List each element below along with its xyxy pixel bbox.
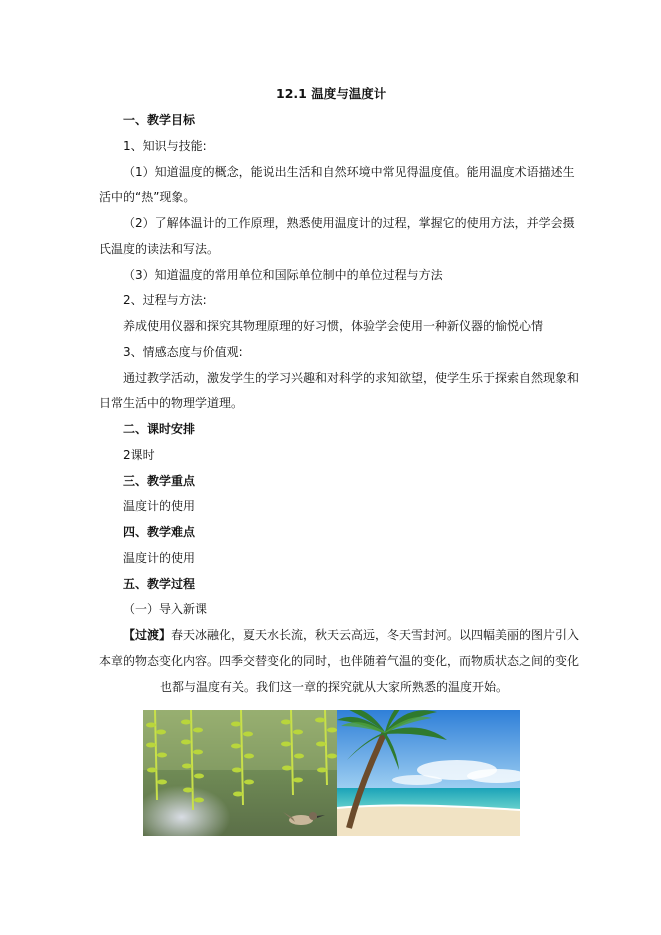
spring-willow-bird-icon: [143, 710, 337, 836]
section-heading-objectives: 一、教学目标: [123, 113, 196, 127]
summer-beach-palm-icon: [337, 710, 520, 836]
subheading-knowledge: 1、知识与技能:: [123, 139, 207, 153]
document-title: 12.1 温度与温度计: [276, 86, 387, 101]
paragraph-line: 活中的“热”现象。: [99, 190, 196, 204]
paragraph-line: 氏温度的读法和写法。: [99, 242, 220, 256]
subheading-attitude: 3、情感态度与价值观:: [123, 345, 243, 359]
paragraph-line: 本章的物态变化内容。四季交替变化的同时，也伴随着气温的变化，而物质状态之间的变化: [99, 654, 580, 668]
section-heading-schedule: 二、课时安排: [123, 422, 196, 436]
section-heading-difficulties: 四、教学难点: [123, 525, 196, 539]
paragraph-line: 温度计的使用: [123, 551, 196, 565]
subheading-process: 2、过程与方法:: [123, 293, 207, 307]
paragraph-line: （1）知道温度的概念，能说出生活和自然环境中常见得温度值。能用温度术语描述生: [123, 165, 575, 179]
paragraph-line: （2）了解体温计的工作原理，熟悉使用温度计的过程，掌握它的使用方法，并学会摄: [123, 216, 575, 230]
section-heading-key-points: 三、教学重点: [123, 474, 196, 488]
paragraph-line: （3）知道温度的常用单位和国际单位制中的单位过程与方法: [123, 268, 443, 282]
paragraph-line: 日常生活中的物理学道理。: [99, 396, 244, 410]
section-heading-process: 五、教学过程: [123, 577, 196, 591]
transition-tag: 【过渡】: [123, 628, 172, 642]
paragraph-line: 也都与温度有关。我们这一章的探究就从大家所熟悉的温度开始。: [160, 680, 509, 694]
paragraph-line: 养成使用仪器和探究其物理原理的好习惯，体验学会使用一种新仪器的愉悦心情: [123, 319, 544, 333]
subheading-intro: （一）导入新课: [123, 602, 208, 616]
transition-text: 春天冰融化，夏天水长流，秋天云高远，冬天雪封河。以四幅美丽的图片引入: [171, 628, 580, 642]
paragraph-line: [123, 627, 579, 643]
paragraph-line: 温度计的使用: [123, 499, 196, 513]
paragraph-line: 通过教学活动，激发学生的学习兴趣和对科学的求知欲望，使学生乐于探索自然现象和: [123, 371, 580, 385]
paragraph-line: 2课时: [123, 448, 155, 462]
